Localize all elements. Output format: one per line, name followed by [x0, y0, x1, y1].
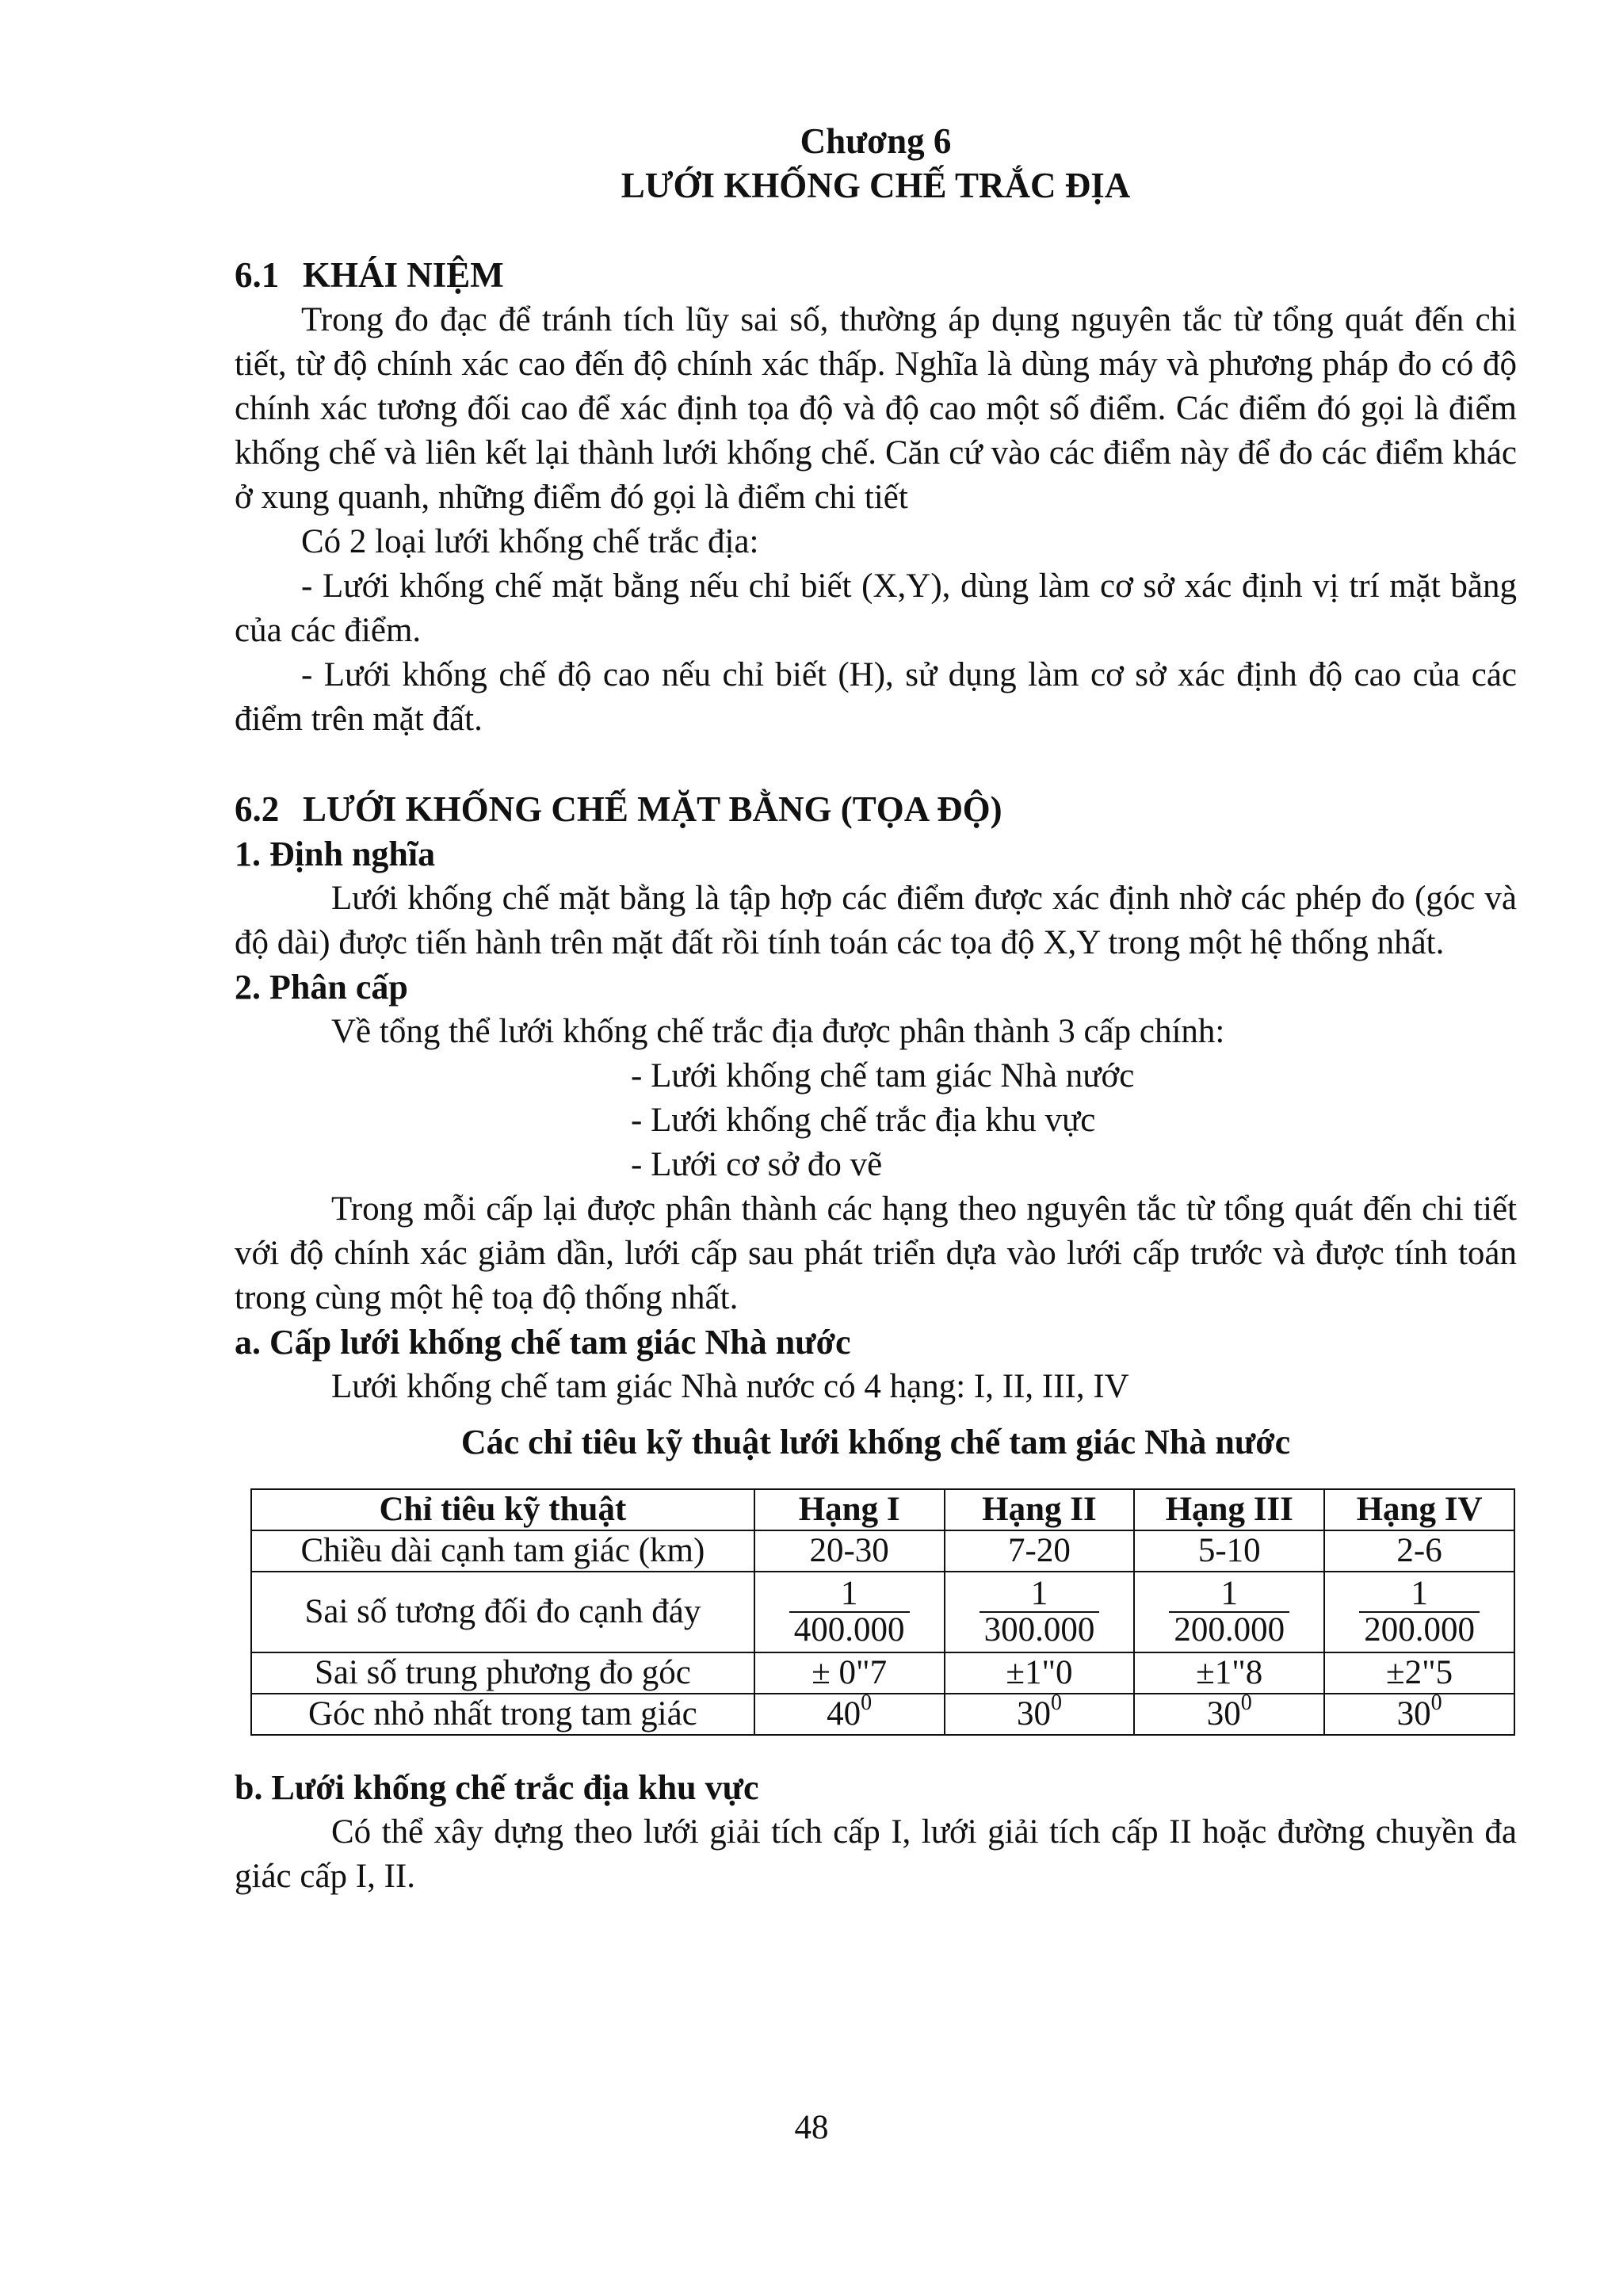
- degree-superscript: 0: [1240, 1690, 1252, 1715]
- paragraph: - Lưới khống chế mặt bằng nếu chỉ biết (X,Y), dùng làm cơ sở xác định vị trí mặt bằng của các điểm.: [235, 567, 1517, 649]
- table-header-cell: Hạng I: [754, 1489, 945, 1530]
- section-6-2-heading: [235, 786, 1517, 832]
- chapter-title: LƯỚI KHỐNG CHẾ TRẮC ĐỊA: [621, 166, 1131, 205]
- paragraph: Lưới khống chế mặt bằng là tập hợp các điểm được xác định nhờ các phép đo (góc và độ dài) được tiến hành trên mặt đất rồi tính toán các tọa độ X,Y trong một hệ thống nhất.: [235, 880, 1517, 961]
- table-cell: ±2"5: [1324, 1652, 1514, 1694]
- fraction-denominator: 200.000: [1169, 1611, 1289, 1648]
- list-item: - Lưới khống chế tam giác Nhà nước: [631, 1057, 1135, 1095]
- paragraph: Trong mỗi cấp lại được phân thành các hạng theo nguyên tắc từ tổng quát đến chi tiết với độ chính xác giảm dần, lưới cấp sau phát triển dựa vào lưới cấp trước và được tính toán trong cùng một hệ toạ độ thống nhất.: [235, 1190, 1517, 1316]
- table-row: [251, 1652, 1514, 1694]
- table-header-row: [251, 1489, 1514, 1530]
- fraction: [1169, 1576, 1289, 1648]
- table-row: [251, 1530, 1514, 1572]
- angle-value: 40: [827, 1695, 861, 1733]
- table-header-cell: Chỉ tiêu kỹ thuật: [251, 1489, 754, 1530]
- fraction-denominator: 200.000: [1359, 1611, 1480, 1648]
- degree-superscript: 0: [1050, 1690, 1062, 1715]
- table-cell: ±1"8: [1134, 1652, 1324, 1694]
- fraction-denominator: 400.000: [789, 1611, 910, 1648]
- table-cell: [1134, 1690, 1324, 1735]
- table-cell: [1324, 1690, 1514, 1735]
- list-item: - Lưới cơ sở đo vẽ: [631, 1146, 883, 1183]
- section-title: LƯỚI KHỐNG CHẾ MẶT BẰNG (TỌA ĐỘ): [303, 789, 1002, 829]
- table-cell: [754, 1572, 945, 1652]
- fraction: [1359, 1576, 1480, 1648]
- fraction: [789, 1576, 910, 1648]
- table-cell: [754, 1690, 945, 1735]
- table-cell: 7-20: [945, 1530, 1135, 1572]
- table-cell: Sai số tương đối đo cạnh đáy: [251, 1572, 754, 1652]
- angle-value: 30: [1016, 1695, 1051, 1733]
- fraction-denominator: 300.000: [980, 1611, 1100, 1648]
- table-header-cell: Hạng II: [945, 1489, 1135, 1530]
- paragraph: Trong đo đạc để tránh tích lũy sai số, thường áp dụng nguyên tắc từ tổng quát đến chi tiết, từ độ chính xác cao đến độ chính xác thấp. Nghĩa là dùng máy và phương pháp đo có độ chính xác tương đối cao để xác định tọa độ và độ cao một số điểm. Các điểm đó gọi là điểm khống chế và liên kết lại thành lưới khống chế. Căn cứ vào các điểm này để đo các điểm khác ở xung quanh, những điểm đó gọi là điểm chi tiết: [235, 301, 1517, 516]
- paragraph: Về tổng thể lưới khống chế trắc địa được phân thành 3 cấp chính:: [331, 1013, 1225, 1050]
- table-cell: ± 0"7: [754, 1652, 945, 1694]
- chapter-number: Chương 6: [800, 121, 952, 161]
- spec-table: [250, 1488, 1515, 1736]
- table-title: Các chỉ tiêu kỹ thuật lưới khống chế tam giác Nhà nước: [460, 1423, 1291, 1461]
- table-cell: ±1"0: [945, 1652, 1135, 1694]
- fraction: [980, 1576, 1100, 1648]
- section-number: 6.2: [235, 789, 280, 829]
- page-number: 48: [794, 2109, 829, 2146]
- section-title: KHÁI NIỆM: [303, 255, 504, 295]
- section-number: 6.1: [235, 255, 280, 295]
- table-row: [251, 1694, 1514, 1735]
- table-cell: [1324, 1572, 1514, 1652]
- table-cell: 20-30: [754, 1530, 945, 1572]
- table-cell: [945, 1572, 1135, 1652]
- paragraph: - Lưới khống chế độ cao nếu chỉ biết (H), sử dụng làm cơ sở xác định độ cao của các điểm trên mặt đất.: [235, 656, 1517, 738]
- subsection-definition-heading: 1. Định nghĩa: [235, 835, 436, 873]
- fraction-numerator: 1: [1030, 1575, 1048, 1612]
- angle-value: 30: [1396, 1695, 1431, 1733]
- section-6-1-heading: [235, 252, 1517, 298]
- table-cell: [1134, 1572, 1324, 1652]
- fraction-numerator: 1: [1220, 1575, 1238, 1612]
- degree-superscript: 0: [861, 1690, 873, 1715]
- page-content: [235, 119, 1517, 1899]
- table-cell: Góc nhỏ nhất trong tam giác: [251, 1694, 754, 1735]
- table-row: [251, 1572, 1514, 1652]
- subsection-a-heading: a. Cấp lưới khống chế tam giác Nhà nước: [235, 1323, 851, 1362]
- table-cell: Chiều dài cạnh tam giác (km): [251, 1530, 754, 1572]
- table-cell: 2-6: [1324, 1530, 1514, 1572]
- paragraph: Có thể xây dựng theo lưới giải tích cấp I, lưới giải tích cấp II hoặc đường chuyền đa giác cấp I, II.: [235, 1813, 1517, 1895]
- angle-value: 30: [1206, 1695, 1241, 1733]
- fraction-numerator: 1: [840, 1575, 858, 1612]
- list-item: - Lưới khống chế trắc địa khu vực: [631, 1102, 1096, 1139]
- table-header-cell: Hạng IV: [1324, 1489, 1514, 1530]
- table-cell: Sai số trung phương đo góc: [251, 1652, 754, 1694]
- fraction-numerator: 1: [1411, 1575, 1428, 1612]
- table-cell: 5-10: [1134, 1530, 1324, 1572]
- subsection-b-heading: b. Lưới khống chế trắc địa khu vực: [235, 1768, 759, 1807]
- subsection-classification-heading: 2. Phân cấp: [235, 968, 408, 1007]
- degree-superscript: 0: [1430, 1690, 1442, 1715]
- paragraph: Lưới khống chế tam giác Nhà nước có 4 hạng: I, II, III, IV: [331, 1368, 1129, 1405]
- paragraph: Có 2 loại lưới khống chế trắc địa:: [301, 523, 759, 560]
- table-cell: [945, 1690, 1135, 1735]
- table-header-cell: Hạng III: [1134, 1489, 1324, 1530]
